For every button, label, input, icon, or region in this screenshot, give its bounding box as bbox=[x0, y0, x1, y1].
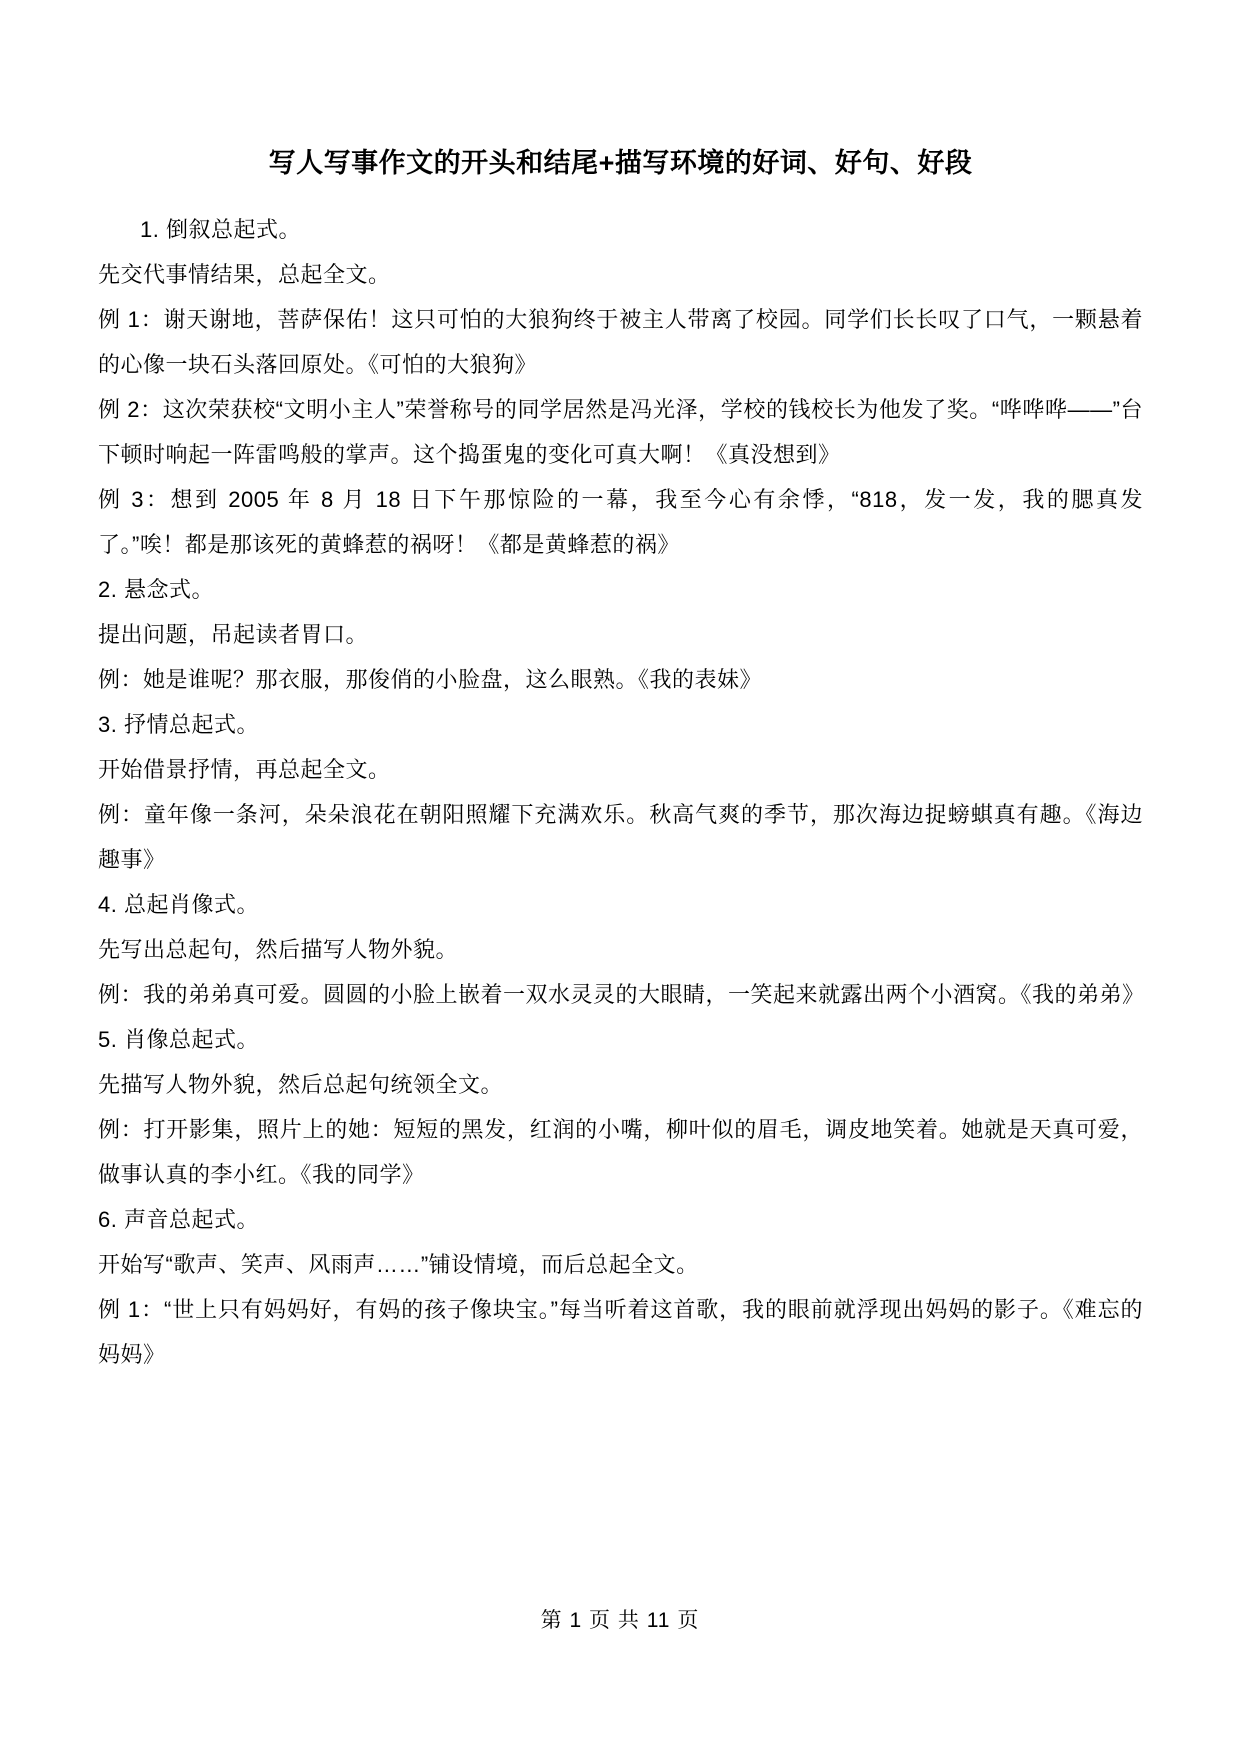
paragraph: 例 1：“世上只有妈妈好，有妈的孩子像块宝。”每当听着这首歌，我的眼前就浮现出妈妈的影子。《难忘的妈妈》 bbox=[98, 1297, 1143, 1367]
paragraph: 例 3：想到 2005 年 8 月 18 日下午那惊险的一幕，我至今心有余悸，“818，发一发，我的腮真发了。”唉！都是那该死的黄蜂惹的祸呀！《都是黄蜂惹的祸》 bbox=[98, 487, 1143, 557]
document-title: 写人写事作文的开头和结尾+描写环境的好词、好句、好段 bbox=[268, 148, 973, 178]
paragraph: 例 2：这次荣获校“文明小主人”荣誉称号的同学居然是冯光泽，学校的钱校长为他发了奖。“哗哗哗——”台下顿时响起一阵雷鸣般的掌声。这个捣蛋鬼的变化可真大啊！《真没想到》 bbox=[98, 397, 1143, 467]
paragraph: 先描写人物外貌，然后总起句统领全文。 bbox=[98, 1072, 504, 1097]
paragraph: 先交代事情结果，总起全文。 bbox=[98, 262, 391, 287]
paragraph: 2. 悬念式。 bbox=[98, 577, 214, 602]
paragraph: 开始借景抒情，再总起全文。 bbox=[98, 757, 391, 782]
page-footer bbox=[0, 1606, 1240, 1636]
paragraph: 6. 声音总起式。 bbox=[98, 1207, 259, 1232]
paragraph: 3. 抒情总起式。 bbox=[98, 712, 259, 737]
paragraph: 提出问题，吊起读者胃口。 bbox=[98, 622, 369, 647]
paragraph: 例：我的弟弟真可爱。圆圆的小脸上嵌着一双水灵灵的大眼睛，一笑起来就露出两个小酒窝。《我的弟弟》 bbox=[98, 982, 1145, 1007]
paragraph: 5. 肖像总起式。 bbox=[98, 1027, 259, 1052]
paragraph: 例：童年像一条河，朵朵浪花在朝阳照耀下充满欢乐。秋高气爽的季节，那次海边捉螃蜞真有趣。《海边趣事》 bbox=[98, 802, 1143, 872]
paragraph: 1. 倒叙总起式。 bbox=[140, 217, 301, 242]
paragraph: 先写出总起句，然后描写人物外貌。 bbox=[98, 937, 459, 962]
paragraph: 例：打开影集，照片上的她：短短的黑发，红润的小嘴，柳叶似的眉毛，调皮地笑着。她就是天真可爱，做事认真的李小红。《我的同学》 bbox=[98, 1117, 1143, 1187]
paragraph: 4. 总起肖像式。 bbox=[98, 892, 259, 917]
paragraph: 例 1：谢天谢地，菩萨保佑！这只可怕的大狼狗终于被主人带离了校园。同学们长长叹了口气，一颗悬着的心像一块石头落回原处。《可怕的大狼狗》 bbox=[98, 307, 1143, 377]
paragraph: 例：她是谁呢？那衣服，那俊俏的小脸盘，这么眼熟。《我的表妹》 bbox=[98, 667, 763, 692]
paragraph: 开始写“歌声、笑声、风雨声……”铺设情境，而后总起全文。 bbox=[98, 1252, 699, 1277]
page-number-label: 第 1 页 共 11 页 bbox=[540, 1609, 700, 1632]
document-content bbox=[98, 207, 1143, 1377]
